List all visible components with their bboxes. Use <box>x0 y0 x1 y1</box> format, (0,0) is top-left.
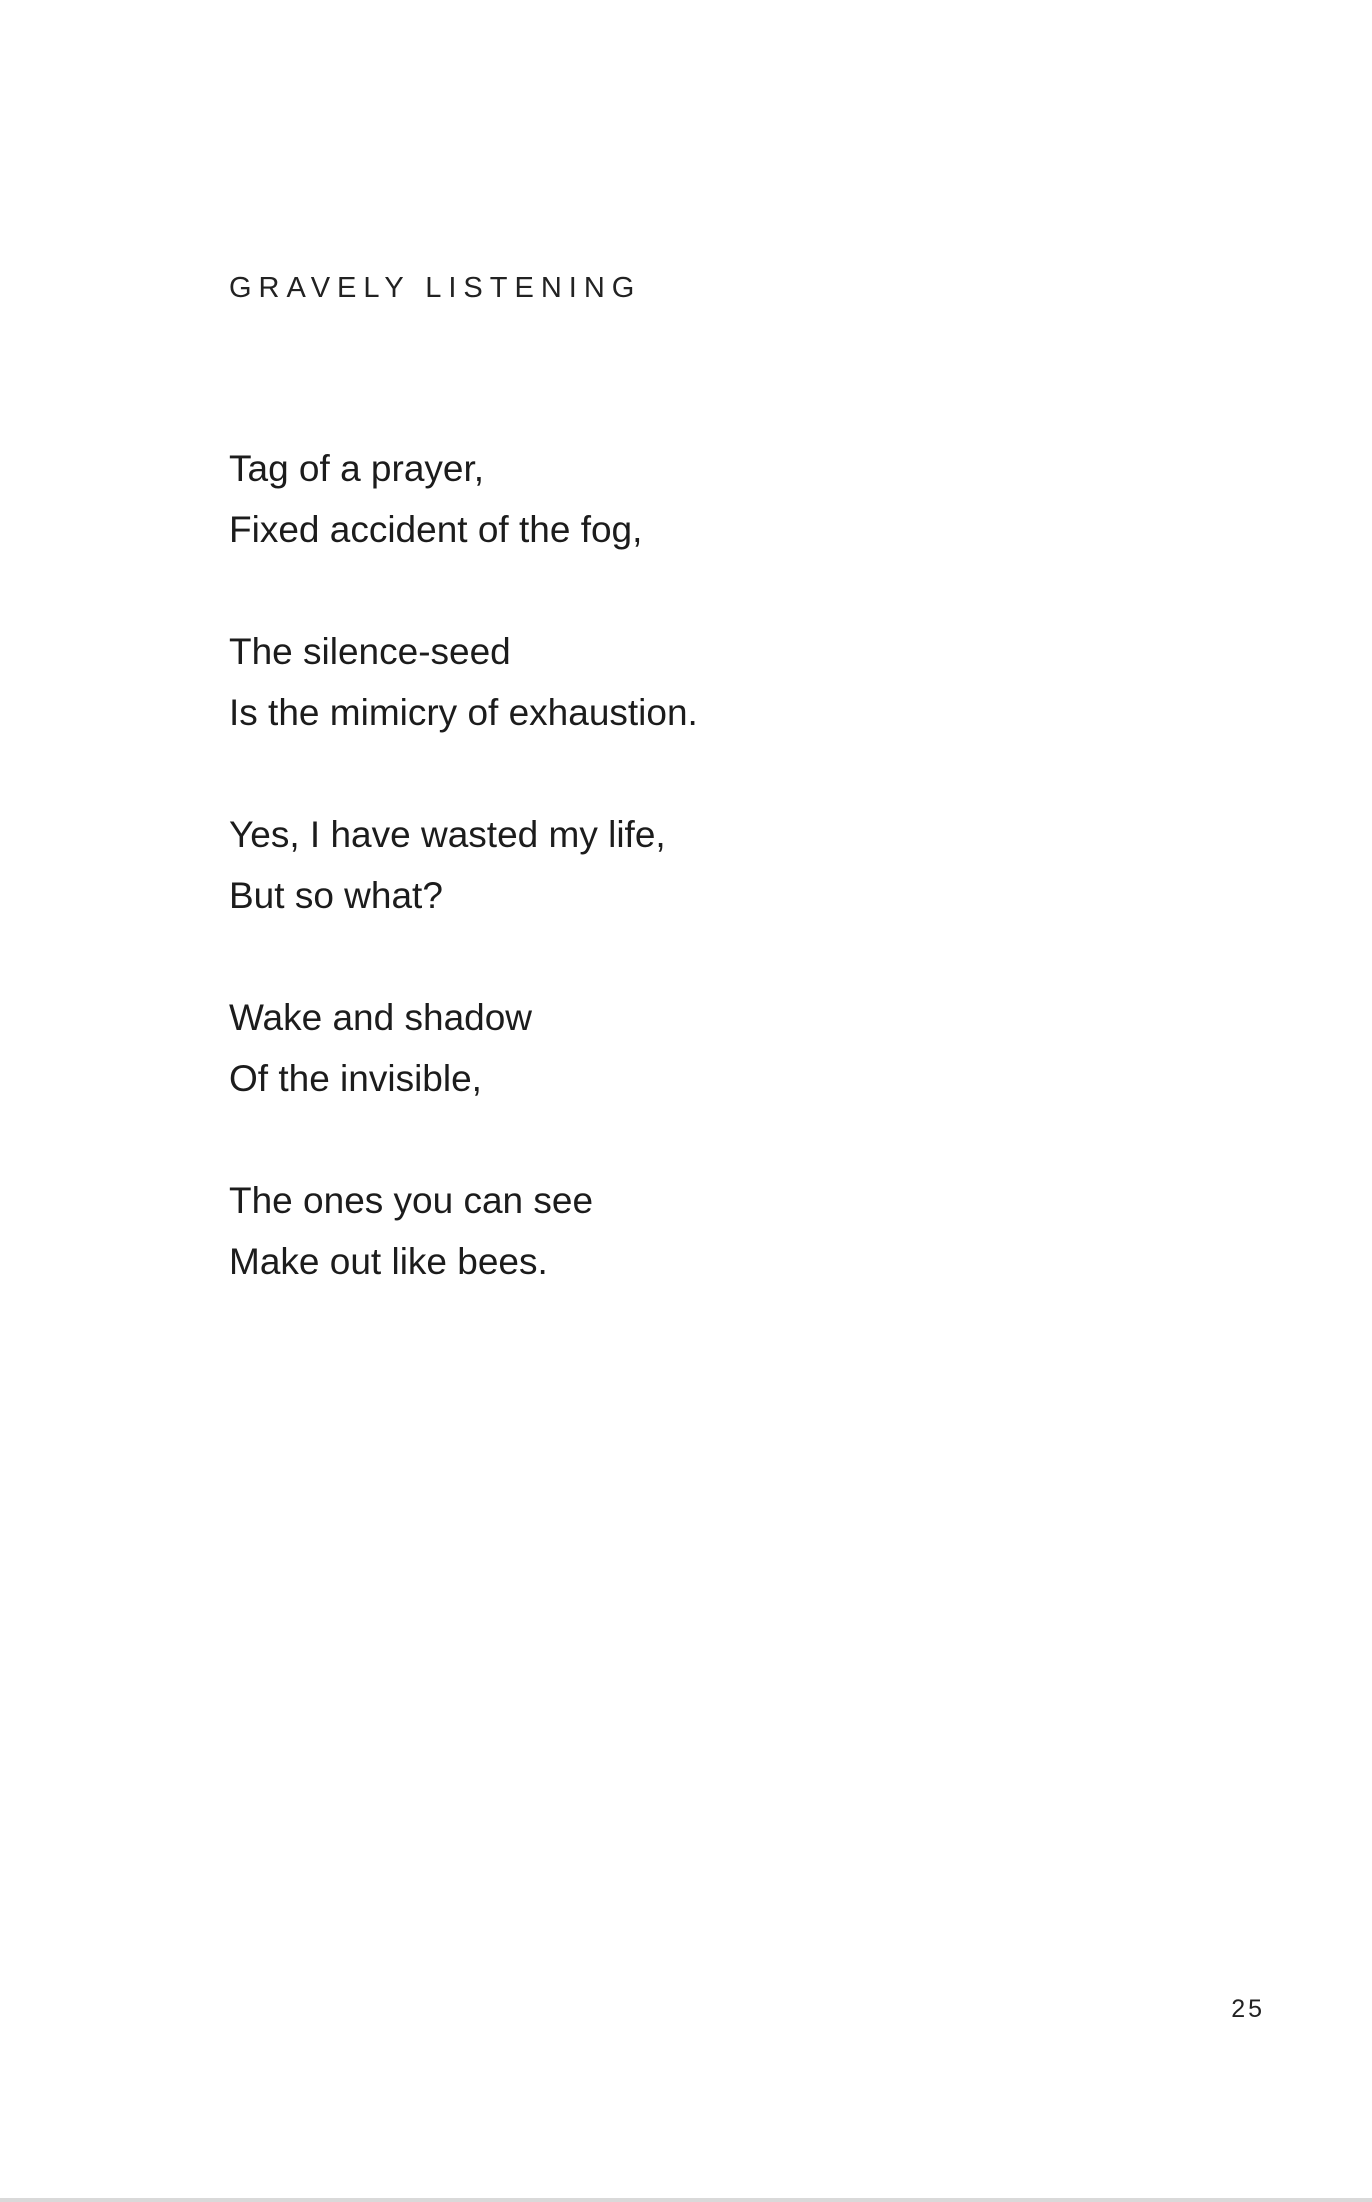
poem-line: But so what? <box>229 875 443 916</box>
stanza <box>229 438 1129 560</box>
stanza <box>229 621 1129 743</box>
stanza <box>229 1170 1129 1292</box>
stanza <box>229 987 1129 1109</box>
poem-line: Make out like bees. <box>229 1241 548 1282</box>
poem-line: The silence-seed <box>229 631 511 672</box>
poem-line: Wake and shadow <box>229 997 533 1038</box>
poem-line: Tag of a prayer, <box>229 448 485 489</box>
page-number: 25 <box>1231 1995 1265 2023</box>
poem-line: Is the mimicry of exhaustion. <box>229 692 698 733</box>
stanza <box>229 804 1129 926</box>
poem-line: Yes, I have wasted my life, <box>229 814 666 855</box>
page-bottom-edge <box>0 2198 1372 2202</box>
poem-title: GRAVELY LISTENING <box>229 272 642 304</box>
poem-line: Of the invisible, <box>229 1058 482 1099</box>
poem-line: The ones you can see <box>229 1180 594 1221</box>
poem-body <box>229 438 1129 1353</box>
poem-line: Fixed accident of the fog, <box>229 509 643 550</box>
